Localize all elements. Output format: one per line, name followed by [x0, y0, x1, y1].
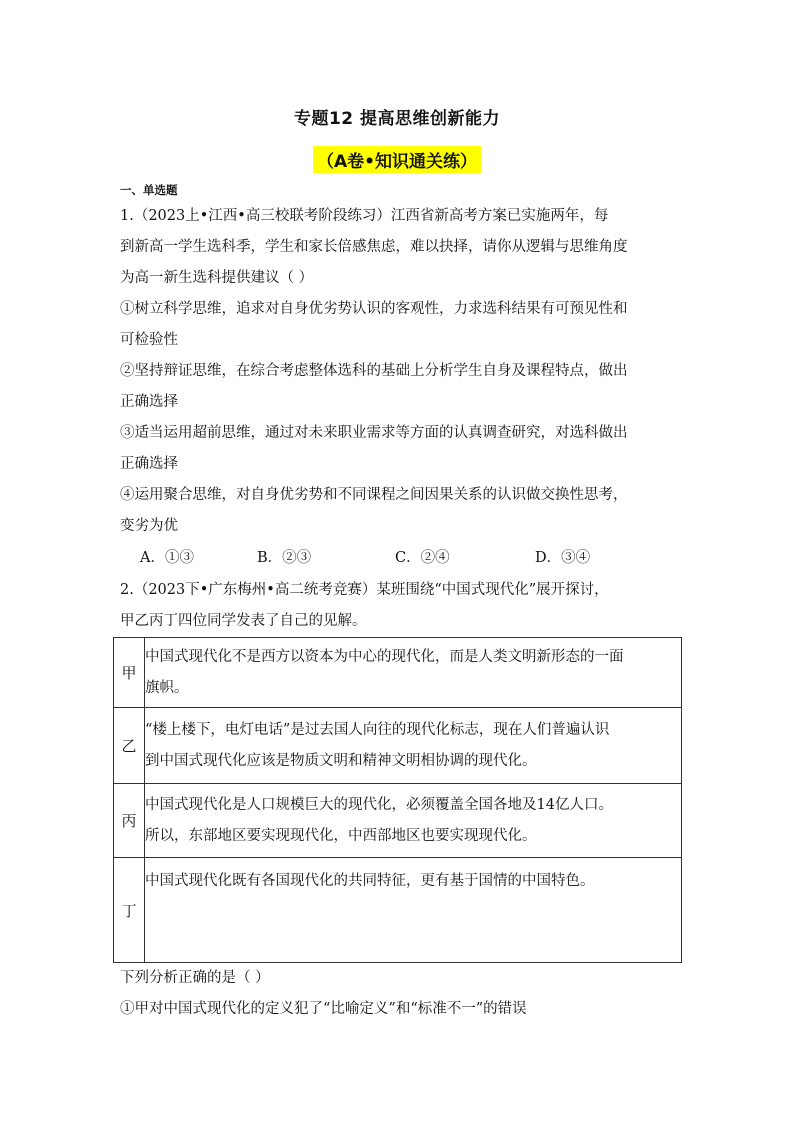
row-content — [145, 638, 682, 708]
q1-statement: 可检验性 — [120, 332, 178, 348]
row-label: 丁 — [114, 858, 145, 963]
q1-option-d: D．③④ — [535, 550, 591, 566]
q2-prompt: 下列分析正确的是（ ） — [120, 970, 270, 986]
page-subtitle: （A卷•知识通关练） — [313, 146, 481, 173]
row-label: 丙 — [114, 784, 145, 858]
q1-line: 1.（2023上•江西•高三校联考阶段练习）江西省新高考方案已实施两年，每 — [120, 208, 609, 224]
table-row — [114, 784, 682, 858]
q2-statement: ①甲对中国式现代化的定义犯了“比喻定义”和“标准不一”的错误 — [120, 1001, 527, 1017]
q1-line: 为高一新生选科提供建议（ ） — [120, 270, 314, 286]
row-text: 中国式现代化是人口规模巨大的现代化，必须覆盖全国各地及14亿人口。 — [145, 796, 613, 813]
row-text: 所以，东部地区要实现现代化，中西部地区也要实现现代化。 — [145, 827, 537, 844]
row-content — [145, 858, 682, 963]
row-label: 乙 — [114, 708, 145, 784]
row-text: 旗帜。 — [145, 679, 189, 696]
q1-statement: ②坚持辩证思维，在综合考虑整体选科的基础上分析学生自身及课程特点，做出 — [120, 363, 628, 379]
subtitle-wrap — [0, 146, 794, 173]
table-row — [114, 638, 682, 708]
q2-line: 2.（2023下•广东梅州•高二统考竞赛）某班围绕“中国式现代化”展开探讨， — [120, 582, 609, 598]
row-content — [145, 708, 682, 784]
table-row — [114, 858, 682, 963]
section-heading: 一、单选题 — [120, 183, 178, 197]
q1-statement: 变劣为优 — [120, 518, 178, 534]
q1-option-c: C．②④ — [395, 550, 450, 566]
row-label: 甲 — [114, 638, 145, 708]
q1-statement: 正确选择 — [120, 394, 178, 410]
q1-option-b: B．②③ — [257, 550, 312, 566]
q1-line: 到新高一学生选科季，学生和家长倍感焦虑，难以抉择，请你从逻辑与思维角度 — [120, 239, 628, 255]
row-content — [145, 784, 682, 858]
q1-option-a: A．①③ — [140, 550, 194, 566]
q1-statement: 正确选择 — [120, 456, 178, 472]
row-text: 到中国式现代化应该是物质文明和精神文明相协调的现代化。 — [145, 752, 537, 769]
row-text: “楼上楼下，电灯电话”是过去国人向往的现代化标志，现在人们普遍认识 — [145, 721, 610, 738]
row-text: 中国式现代化既有各国现代化的共同特征，更有基于国情的中国特色。 — [145, 873, 595, 889]
q2-line: 甲乙丙丁四位同学发表了自己的见解。 — [120, 613, 367, 629]
page-title: 专题12 提高思维创新能力 — [293, 109, 501, 129]
q1-statement: ①树立科学思维，追求对自身优劣势认识的客观性，力求选科结果有可预见性和 — [120, 301, 628, 317]
opinions-table — [113, 637, 682, 963]
table-row — [114, 708, 682, 784]
q1-statement: ④运用聚合思维，对自身优劣势和不同课程之间因果关系的认识做交换性思考， — [120, 487, 628, 503]
row-text: 中国式现代化不是西方以资本为中心的现代化，而是人类文明新形态的一面 — [145, 648, 624, 665]
q1-statement: ③适当运用超前思维，通过对未来职业需求等方面的认真调查研究，对选科做出 — [120, 425, 628, 441]
